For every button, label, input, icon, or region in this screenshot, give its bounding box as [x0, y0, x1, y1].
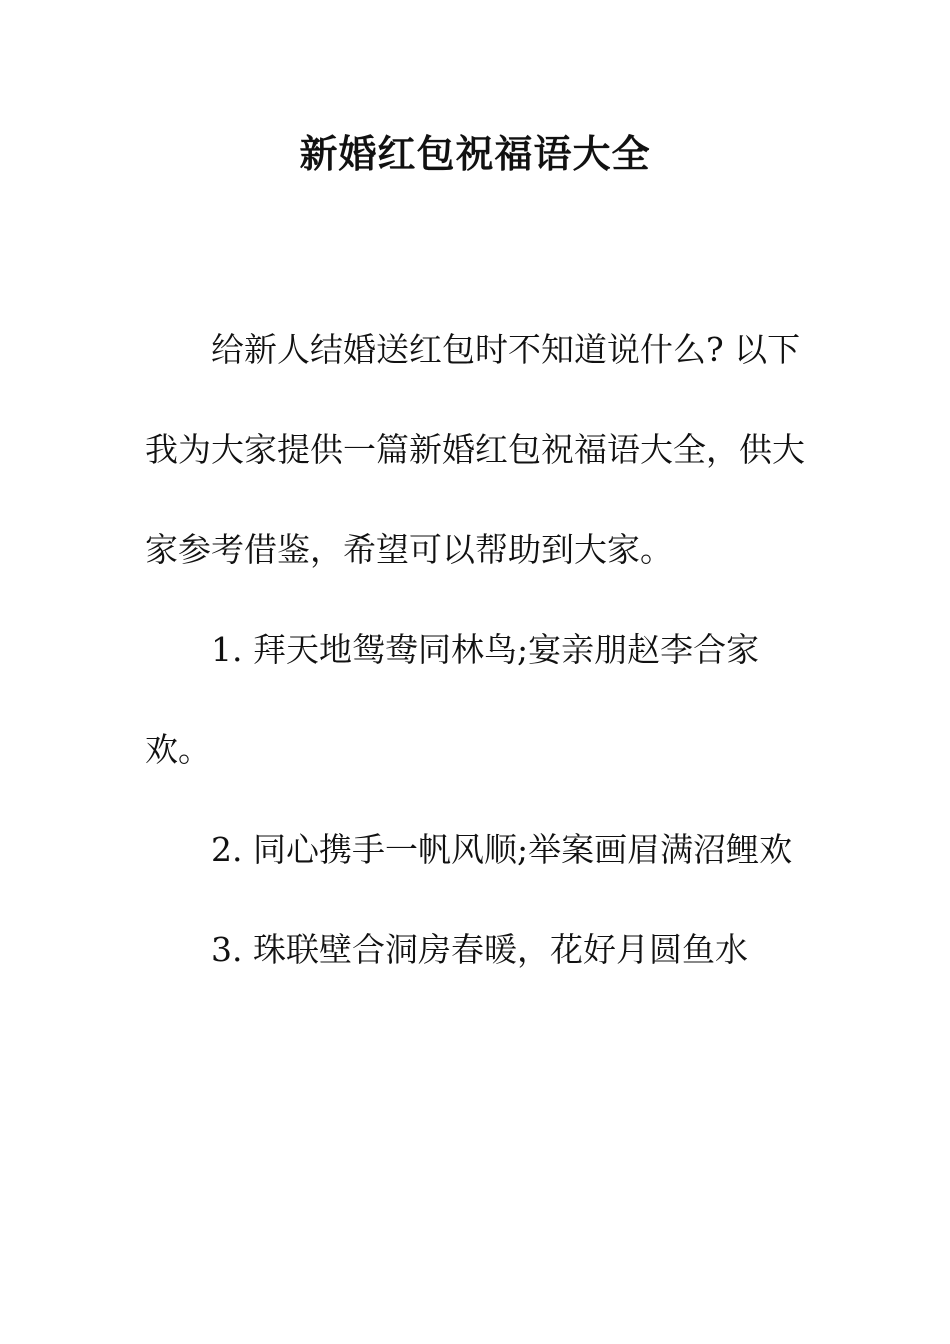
blessing-item-2: 2. 同心携手一帆风顺;举案画眉满沼鲤欢: [211, 830, 793, 869]
blessing-item-1: 1. 拜天地鸳鸯同林鸟;宴亲朋赵李合家欢。: [145, 630, 760, 769]
blessing-item-3: 3. 珠联壁合洞房春暖，花好月圆鱼水: [211, 930, 748, 969]
document-body: [145, 300, 805, 1000]
intro-paragraph: 给新人结婚送红包时不知道说什么? 以下我为大家提供一篇新婚红包祝福语大全，供大家参考借鉴，希望可以帮助到大家。: [145, 330, 805, 569]
page-title: 新婚红包祝福语大全: [299, 131, 651, 176]
